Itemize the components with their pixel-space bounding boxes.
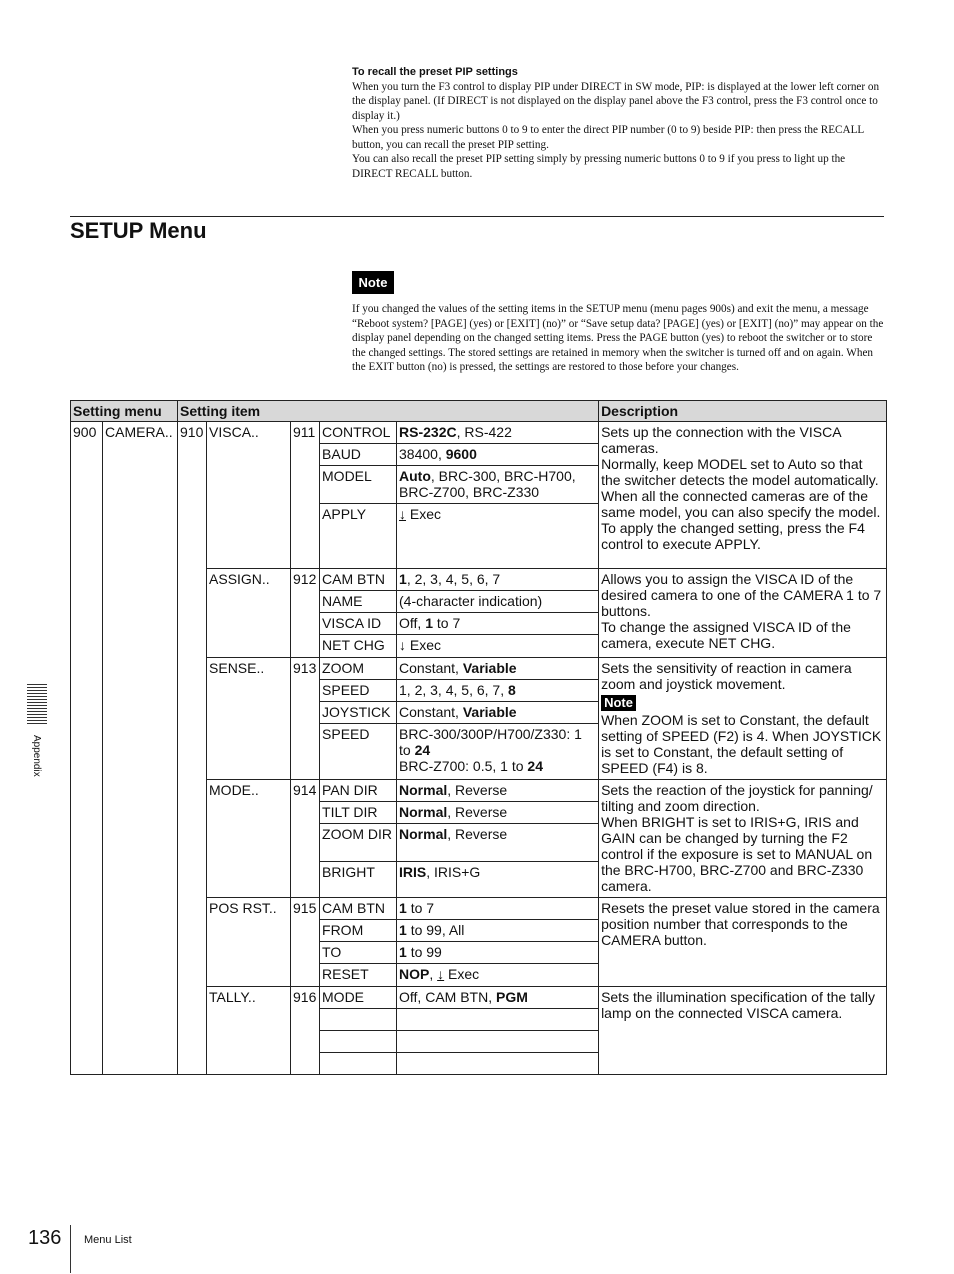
item-pos-cam-btn: CAM BTN <box>320 898 397 920</box>
item-speed: SPEED <box>320 680 397 702</box>
group-mode: MODE.. <box>207 780 291 898</box>
recall-heading: To recall the preset PIP settings <box>352 66 518 78</box>
page-number-914: 914 <box>291 780 320 898</box>
group-pos-rst: POS RST.. <box>207 898 291 987</box>
group-assign: ASSIGN.. <box>207 569 291 658</box>
value-zoom-dir: Normal, Reverse <box>397 824 599 862</box>
value-cam-btn: 1, 2, 3, 4, 5, 6, 7 <box>397 569 599 591</box>
item-joystick: JOYSTICK <box>320 702 397 724</box>
menu-number: 900 <box>71 422 103 1075</box>
note-label: Note <box>352 271 394 294</box>
item-zoom: ZOOM <box>320 658 397 680</box>
header-setting-item: Setting item <box>178 401 599 422</box>
submenu-number: 910 <box>178 422 207 1075</box>
desc-913 <box>599 658 887 780</box>
arrow-down-icon: ↓ <box>437 966 445 982</box>
group-tally: TALLY.. <box>207 987 291 1075</box>
recall-paragraph-2: When you press numeric buttons 0 to 9 to enter the direct PIP number (0 to 9) beside PIP: then press the RECALL button, you can recall the preset PIP setting. <box>352 124 864 151</box>
item-from: FROM <box>320 920 397 942</box>
empty-value <box>397 1053 599 1075</box>
empty-item <box>320 1053 397 1075</box>
desc-914: Sets the reaction of the joystick for panning/ tilting and zoom direction. When BRIGHT is set to IRIS+G, IRIS and GAIN can be changed by turning the F2 control if the exposure is set to MANUAL on the BRC-H700, BRC-Z700 and BRC-Z330 camera. <box>599 780 887 898</box>
menu-name: CAMERA.. <box>103 422 178 1075</box>
group-sense: SENSE.. <box>207 658 291 780</box>
item-zoom-dir: ZOOM DIR <box>320 824 397 862</box>
value-pos-cam-btn: 1 to 7 <box>397 898 599 920</box>
value-apply: ↓ Exec <box>397 504 599 569</box>
page-number-913: 913 <box>291 658 320 780</box>
desc-913-note-label: Note <box>601 695 636 711</box>
empty-item <box>320 1009 397 1031</box>
desc-912: Allows you to assign the VISCA ID of the desired camera to one of the CAMERA 1 to 7 buttons. To change the assigned VISCA ID of the camera, execute NET CHG. <box>599 569 887 658</box>
value-zoom: Constant, Variable <box>397 658 599 680</box>
submenu-name: VISCA.. <box>207 422 291 569</box>
desc-913-text: Sets the sensitivity of reaction in camera zoom and joystick movement. <box>601 660 852 692</box>
empty-value <box>397 1031 599 1053</box>
item-net-chg: NET CHG <box>320 635 397 658</box>
arrow-down-icon: ↓ <box>399 637 407 653</box>
section-divider <box>70 216 884 217</box>
item-model: MODEL <box>320 466 397 504</box>
page-number-912: 912 <box>291 569 320 658</box>
empty-item <box>320 1031 397 1053</box>
value-net-chg: ↓ Exec <box>397 635 599 658</box>
header-description: Description <box>599 401 887 422</box>
item-tilt-dir: TILT DIR <box>320 802 397 824</box>
value-speed-2: BRC-300/300P/H700/Z330: 1 to 24 BRC-Z700: 0.5, 1 to 24 <box>397 724 599 780</box>
footer-section-name: Menu List <box>84 1234 132 1246</box>
item-pan-dir: PAN DIR <box>320 780 397 802</box>
desc-913-note-text: When ZOOM is set to Constant, the default setting of SPEED (F2) is 4. When JOYSTICK is set to Constant, the default setting of SPEED (F4) is 8. <box>601 712 882 776</box>
item-cam-btn: CAM BTN <box>320 569 397 591</box>
value-bright: IRIS, IRIS+G <box>397 862 599 898</box>
arrow-down-icon: ↓ <box>399 506 407 522</box>
value-tilt-dir: Normal, Reverse <box>397 802 599 824</box>
recall-paragraph-3: You can also recall the preset PIP setting simply by pressing numeric buttons 0 to 9 if you press to light up the DIRECT RECALL button. <box>352 153 846 180</box>
empty-value <box>397 1009 599 1031</box>
page-number-915: 915 <box>291 898 320 987</box>
value-visca-id: Off, 1 to 7 <box>397 613 599 635</box>
page-number-911: 911 <box>291 422 320 569</box>
footer-divider <box>70 1225 71 1273</box>
desc-915: Resets the preset value stored in the camera position number that corresponds to the CAMERA button. <box>599 898 887 987</box>
item-speed-2: SPEED <box>320 724 397 780</box>
value-pan-dir: Normal, Reverse <box>397 780 599 802</box>
value-to: 1 to 99 <box>397 942 599 964</box>
section-title: SETUP Menu <box>70 218 207 243</box>
item-bright: BRIGHT <box>320 862 397 898</box>
page-number: 136 <box>28 1227 62 1249</box>
page-number-916: 916 <box>291 987 320 1075</box>
item-control: CONTROL <box>320 422 397 444</box>
value-speed: 1, 2, 3, 4, 5, 6, 7, 8 <box>397 680 599 702</box>
value-reset: NOP, ↓ Exec <box>397 964 599 987</box>
setup-menu-table <box>70 400 887 1075</box>
value-name: (4-character indication) <box>397 591 599 613</box>
item-name: NAME <box>320 591 397 613</box>
value-baud: 38400, 9600 <box>397 444 599 466</box>
item-to: TO <box>320 942 397 964</box>
item-baud: BAUD <box>320 444 397 466</box>
side-label-appendix: Appendix <box>31 735 42 777</box>
value-model: Auto, BRC-300, BRC-H700, BRC-Z700, BRC-Z330 <box>397 466 599 504</box>
item-tally-mode: MODE <box>320 987 397 1009</box>
value-control: RS-232C, RS-422 <box>397 422 599 444</box>
recall-paragraph-1: When you turn the F3 control to display PIP under DIRECT in SW mode, PIP: is displayed at the lower left corner on the display panel. (If DIRECT is not displayed on the display panel above the F3 control, press the F3 control once to display it.) <box>352 80 880 122</box>
desc-911: Sets up the connection with the VISCA cameras. Normally, keep MODEL set to Auto so that the switcher detects the model automatically. When all the connected cameras are of the same model, you can also specify the model. To apply the changed setting, press the F4 control to execute APPLY. <box>599 422 887 569</box>
header-setting-menu: Setting menu <box>71 401 178 422</box>
desc-916: Sets the illumination specification of the tally lamp on the connected VISCA camera. <box>599 987 887 1075</box>
item-visca-id: VISCA ID <box>320 613 397 635</box>
value-tally-mode: Off, CAM BTN, PGM <box>397 987 599 1009</box>
value-from: 1 to 99, All <box>397 920 599 942</box>
item-reset: RESET <box>320 964 397 987</box>
item-apply: APPLY <box>320 504 397 569</box>
recall-section <box>352 65 884 181</box>
value-joystick: Constant, Variable <box>397 702 599 724</box>
note-text: If you changed the values of the setting items in the SETUP menu (menu pages 900s) and exit the menu, a message “Reboot system? [PAGE] (yes) or [EXIT] (no)” or “Save setup data? [PAGE] (yes) or [EXIT] (no)” may appear on the display panel depending on the changed setting items. Press the PAGE button (yes) to reboot the switcher or to store the changed settings. The stored settings are retained in memory when the switcher is turned off and on again. When the EXIT button (no) is pressed, the settings are restored to those before your changes. <box>352 303 884 373</box>
